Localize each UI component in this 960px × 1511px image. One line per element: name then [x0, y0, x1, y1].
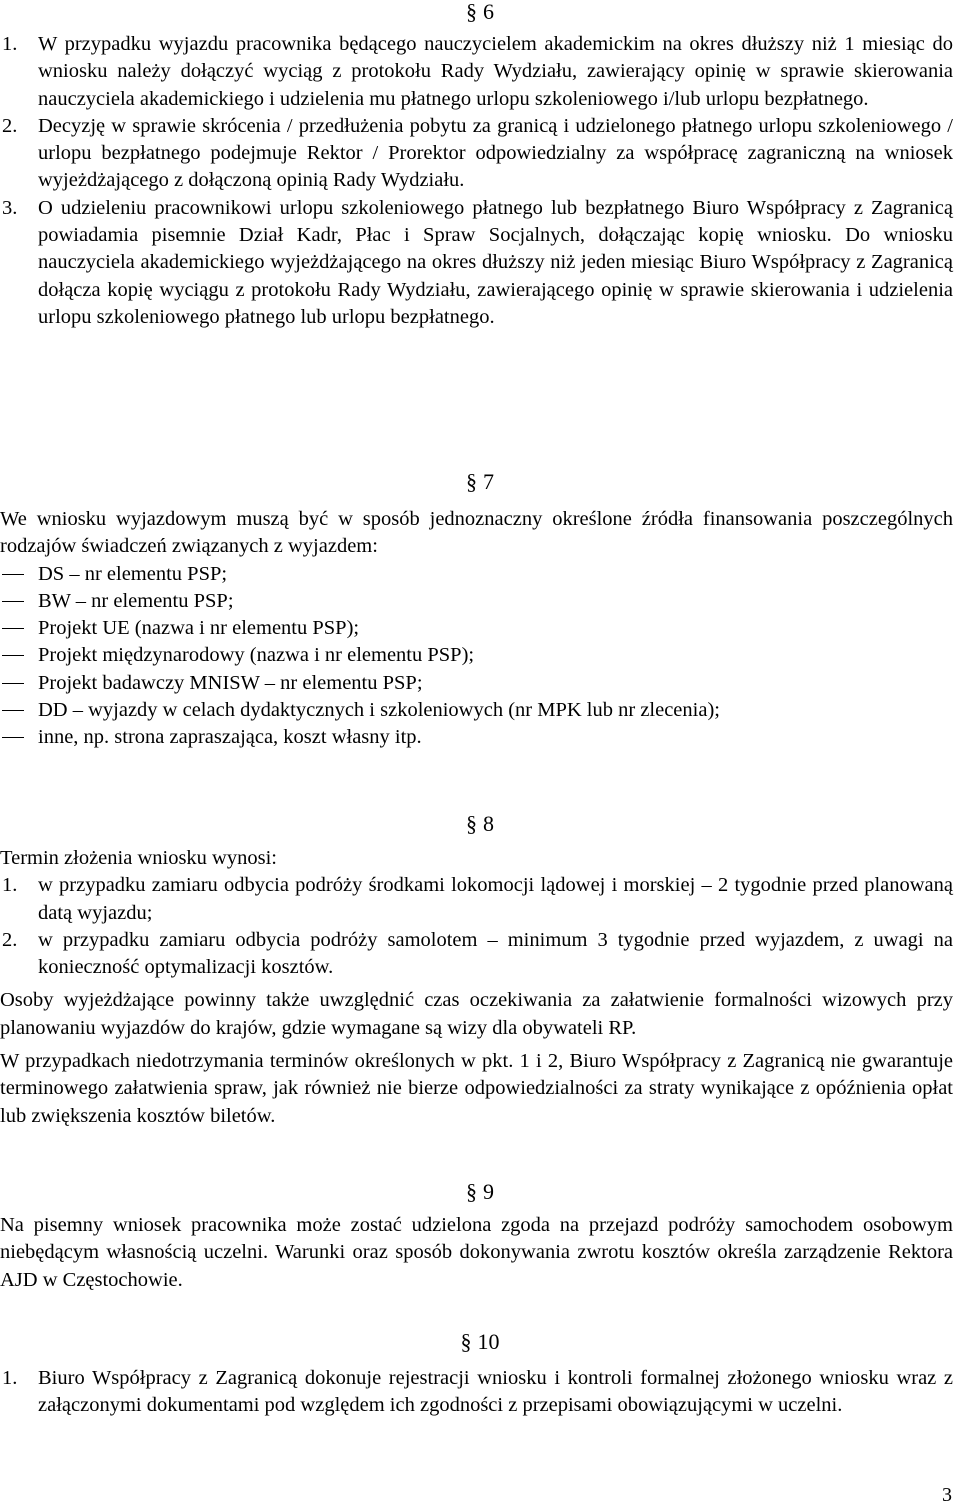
item-text: w przypadku zamiaru odbycia podróży środkami lokomocji lądowej i morskiej – 2 tygodnie przed planowaną datą wyjazdu; — [38, 874, 953, 924]
item-text: Biuro Współpracy z Zagranicą dokonuje rejestracji wniosku i kontroli formalnej złożonego wniosku wraz z załączonymi dokumentami pod względem ich zgodności z przepisami obowiązującymi w uczelni. — [38, 1367, 953, 1417]
list-item: Projekt UE (nazwa i nr elementu PSP); — [0, 615, 953, 642]
item-number: 2. — [2, 114, 18, 137]
section-6-heading: § 6 — [466, 0, 494, 24]
section-sign: § — [466, 469, 477, 494]
item-text: O udzieleniu pracownikowi urlopu szkoleniowego płatnego lub bezpłatnego Biuro Współpracy z Zagranicą powiadamia pisemnie Dział Kadr, Płac i Spraw Socjalnych, dołączając kopię wniosku. Do wniosku nauczyciela akademickiego wyjeżdżającego na okres dłuższy niż jeden miesiąc Biuro Współpracy z Zagranicą dołącza kopię wyciągu z protokołu Rady Wydziału, zawierającego opinię w sprawie skierowania i udzielenia urlopu szkoleniowego płatnego lub urlopu bezpłatnego. — [38, 196, 953, 328]
section-8-heading: § 8 — [466, 811, 494, 836]
item-number: 2. — [2, 928, 18, 951]
list-item: DD – wyjazdy w celach dydaktycznych i szkoleniowych (nr MPK lub nr zlecenia); — [0, 697, 953, 724]
section-7-body — [0, 506, 953, 752]
item-number: 1. — [2, 874, 18, 897]
section-sign: § — [460, 1329, 472, 1354]
section-9-heading: § 9 — [466, 1179, 494, 1204]
dash-bullet — [2, 601, 24, 602]
section-sign: § — [466, 811, 477, 836]
dash-bullet — [2, 655, 24, 656]
paragraph: Na pisemny wniosek pracownika może zostać udzielona zgoda na przejazd podróży samochodem osobowym niebędącym własnością uczelni. Warunki oraz sposób dokonywania zwrotu kosztów określa zarządzenie Rektora AJD w Częstochowie. — [0, 1214, 953, 1291]
item-text: W przypadku wyjazdu pracownika będącego nauczycielem akademickim na okres dłuższy niż 1 miesiąc do wniosku należy dołączyć wyciąg z protokołu Rady Wydziału, zawierający opinię w sprawie skierowania nauczyciela akademickiego i udzielenia mu płatnego urlopu szkoleniowego i/lub urlopu bezpłatnego. — [38, 33, 953, 110]
section-10-heading: § 10 — [460, 1329, 500, 1354]
item-number: 1. — [2, 33, 18, 55]
list-item — [0, 1365, 953, 1420]
dash-bullet — [2, 683, 24, 684]
list-item: Projekt badawczy MNISW – nr elementu PSP; — [0, 670, 953, 697]
section-7-heading: § 7 — [466, 469, 494, 494]
item-number: 1. — [2, 1367, 18, 1389]
list-item: inne, np. strona zapraszająca, koszt własny itp. — [0, 724, 953, 751]
list-item — [0, 113, 953, 195]
dash-bullet — [2, 574, 24, 575]
list-item: Projekt międzynarodowy (nazwa i nr elementu PSP); — [0, 642, 953, 669]
list-item — [0, 195, 953, 331]
paragraph: Termin złożenia wniosku wynosi: — [0, 847, 277, 869]
item-text: Decyzję w sprawie skrócenia / przedłużenia pobytu za granicą i udzielonego płatnego urlopu szkoleniowego / urlopu bezpłatnego podejmuje Rektor / Prorektor odpowiedzialny za współpracę zagraniczną na wniosek wyjeżdżającego z dołączoną opinią Rady Wydziału. — [38, 114, 953, 192]
dash-bullet — [2, 628, 24, 629]
paragraph: We wniosku wyjazdowym muszą być w sposób jednoznaczny określone źródła finansowania poszczególnych rodzajów świadczeń związanych z wyjazdem: — [0, 508, 953, 558]
list-item — [0, 872, 953, 927]
section-8-body — [0, 845, 953, 1130]
page-number: 3 — [942, 1484, 952, 1506]
list-item: BW – nr elementu PSP; — [0, 588, 953, 615]
section-9-body — [0, 1212, 953, 1294]
item-text: w przypadku zamiaru odbycia podróży samolotem – minimum 3 tygodnie przed wyjazdem, z uwagi na konieczność optymalizacji kosztów. — [38, 928, 953, 979]
list-item — [0, 927, 953, 982]
list-item: DS – nr elementu PSP; — [0, 561, 953, 588]
dash-bullet — [2, 737, 24, 738]
list-item — [0, 31, 953, 113]
item-number: 3. — [2, 196, 18, 219]
section-sign: § — [466, 0, 477, 24]
paragraph: W przypadkach niedotrzymania terminów określonych w pkt. 1 i 2, Biuro Współpracy z Zagranicą nie gwarantuje terminowego załatwienia spraw, jak również nie bierze odpowiedzialności za straty wynikające z opóźnienia opłat lub zwiększenia kosztów biletów. — [0, 1050, 953, 1127]
dash-bullet — [2, 710, 24, 711]
paragraph: Osoby wyjeżdżające powinny także uwzględnić czas oczekiwania za załatwienie formalności wizowych przy planowaniu wyjazdów do krajów, gdzie wymagane są wizy dla obywateli RP. — [0, 989, 953, 1039]
section-6-body — [0, 31, 953, 331]
section-10-body — [0, 1365, 953, 1420]
section-sign: § — [466, 1179, 477, 1204]
